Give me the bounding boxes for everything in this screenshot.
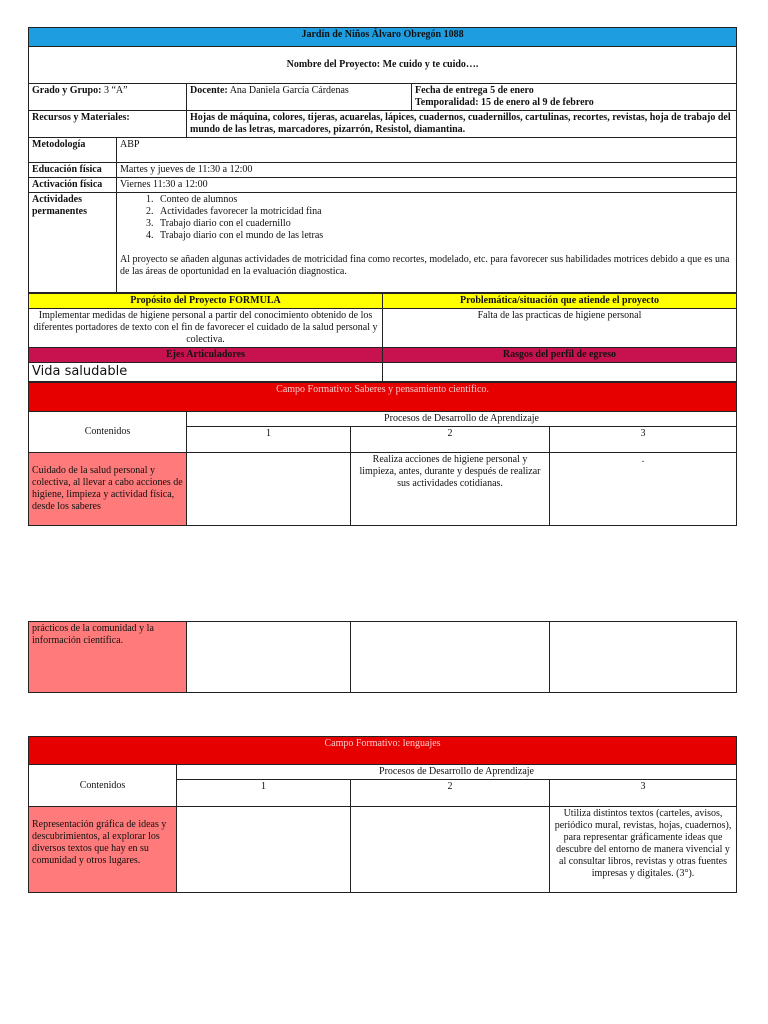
fecha-cell <box>412 84 737 111</box>
activacion-value: Viernes 11:30 a 12:00 <box>117 178 737 193</box>
campo2-col-3: 3 <box>550 780 737 807</box>
project-name: Nombre del Proyecto: Me cuido y te cuido…. <box>29 47 737 84</box>
fecha-entrega: Fecha de entrega 5 de enero <box>415 85 534 96</box>
campo1-col-1: 1 <box>187 426 351 452</box>
list-item: 4. Trabajo diario con el mundo de las letras <box>156 230 733 242</box>
school-name: Jardín de Niños Álvaro Obregón 1088 <box>29 28 737 47</box>
campo1-contenido-part2: prácticos de la comunidad y la información científica. <box>29 622 187 693</box>
campo1-col-2: 2 <box>351 426 550 452</box>
grado-value: 3 “A” <box>101 85 128 96</box>
docente-value: Ana Daniela García Cárdenas <box>227 85 349 96</box>
campo1-cont-pda-1 <box>187 622 351 693</box>
edfisica-value: Martes y jueves de 11:30 a 12:00 <box>117 163 737 178</box>
metodologia-value: ABP <box>117 138 737 163</box>
project-info-table <box>28 27 737 293</box>
planning-document <box>28 27 736 526</box>
actividades-list <box>120 194 733 242</box>
actividades-note: Al proyecto se añaden algunas actividades de motricidad fina como recortes, modelado, etc. para favorecer sus habilidades motrices debido a que es una de las áreas de oportunidad en la evaluación diagnostica. <box>120 254 730 277</box>
campo2-procesos-label: Procesos de Desarrollo de Aprendizaje <box>177 765 737 780</box>
problematica-header: Problemática/situación que atiende el proyecto <box>383 294 737 309</box>
campo1-cont-pda-2 <box>351 622 550 693</box>
campo1-contenidos-label: Contenidos <box>29 411 187 452</box>
edfisica-label: Educación física <box>29 163 117 178</box>
list-item: 2. Actividades favorecer la motricidad fina <box>156 206 733 218</box>
campo1-continuation <box>28 621 736 693</box>
recursos-value: Hojas de máquina, colores, tijeras, acuarelas, lápices, cuadernos, cuadernillos, cartulinas, recortes, revistas, hoja de trabajo del mundo de las letras, marcadores, pizarrón, Resistol, diamantina. <box>187 111 737 138</box>
grado-label: Grado y Grupo: <box>32 85 102 96</box>
rasgos-header: Rasgos del perfil de egreso <box>383 348 737 363</box>
campo1-pda-3: . <box>550 452 737 525</box>
campo2-table <box>28 736 737 893</box>
campo2-pda-2 <box>351 807 550 893</box>
campo1-pda-2: Realiza acciones de higiene personal y limpieza, antes, durante y después de realizar sus actividades cotidianas. <box>351 452 550 525</box>
campo1-continuation-table <box>28 621 737 693</box>
rasgos-value <box>383 363 737 382</box>
campo2-col-2: 2 <box>351 780 550 807</box>
campo1-col-3: 3 <box>550 426 737 452</box>
campo1-contenido-part1: Cuidado de la salud personal y colectiva, al llevar a cabo acciones de higiene, limpieza y actividad física, desde los saberes <box>29 452 187 525</box>
campo1-title: Campo Formativo: Saberes y pensamiento científico. <box>29 382 737 411</box>
problematica-text: Falta de las practicas de higiene personal <box>383 309 737 348</box>
purpose-table <box>28 293 737 382</box>
proposito-text: Implementar medidas de higiene personal a partir del conocimiento obtenido de los diferentes portadores de texto con el fin de favorecer el cuidado de la salud personal y colectiva. <box>29 309 383 348</box>
actividades-cell <box>117 193 737 293</box>
actividades-label: Actividades permanentes <box>29 193 117 293</box>
recursos-label: Recursos y Materiales: <box>29 111 187 138</box>
campo1-procesos-label: Procesos de Desarrollo de Aprendizaje <box>187 411 737 426</box>
ejes-header: Ejes Articuladores <box>29 348 383 363</box>
docente-cell <box>187 84 412 111</box>
campo1-pda-1 <box>187 452 351 525</box>
campo2-section <box>28 736 736 893</box>
metodologia-label: Metodología <box>29 138 117 163</box>
grado-grupo-cell <box>29 84 187 111</box>
campo2-col-1: 1 <box>177 780 351 807</box>
campo2-pda-1 <box>177 807 351 893</box>
activacion-label: Activación física <box>29 178 117 193</box>
campo2-pda-3: Utiliza distintos textos (carteles, avisos, periódico mural, revistas, hojas, cuadernos), para representar gráficamente ideas que descubre del entorno de manera vivencial y al consultar libros, revistas y otras fuentes impresas y digitales. (3°). <box>550 807 737 893</box>
campo2-contenido: Representación gráfica de ideas y descubrimientos, al explorar los diversos textos que hay en su comunidad y otros lugares. <box>29 807 177 893</box>
campo2-contenidos-label: Contenidos <box>29 765 177 807</box>
docente-label: Docente: <box>190 85 228 96</box>
temporalidad: Temporalidad: 15 de enero al 9 de febrero <box>415 97 594 108</box>
ejes-value: Vida saludable <box>29 363 383 382</box>
campo2-title: Campo Formativo: lenguajes <box>29 737 737 765</box>
campo1-table <box>28 382 737 526</box>
campo1-cont-pda-3 <box>550 622 737 693</box>
proposito-header: Propósito del Proyecto FORMULA <box>29 294 383 309</box>
list-item: 3. Trabajo diario con el cuadernillo <box>156 218 733 230</box>
list-item: 1. Conteo de alumnos <box>156 194 733 206</box>
